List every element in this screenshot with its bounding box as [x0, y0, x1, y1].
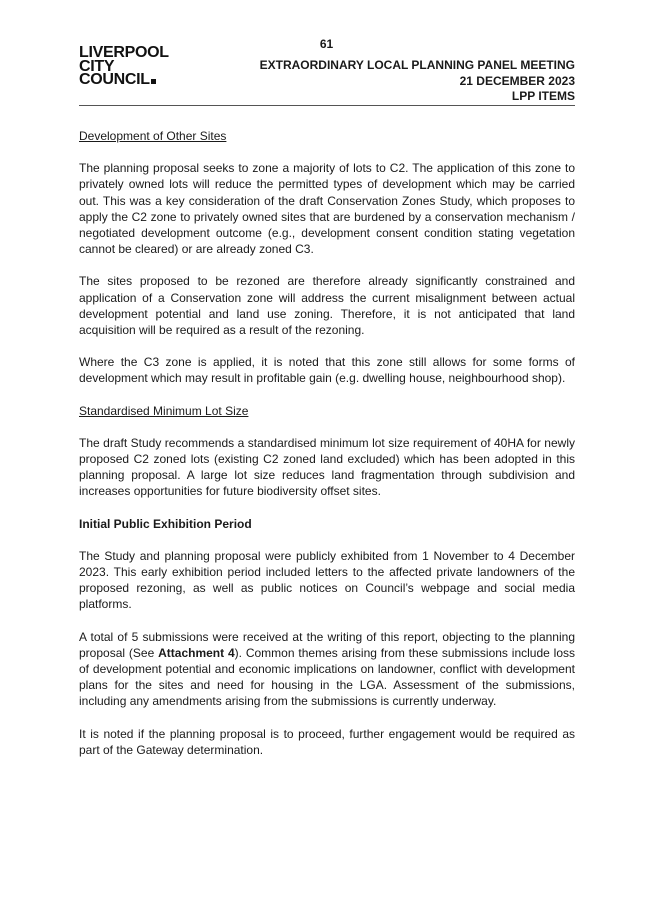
- council-logo: [79, 46, 169, 87]
- heading-lot-size: Standardised Minimum Lot Size: [79, 403, 249, 418]
- meeting-section: LPP ITEMS: [511, 89, 575, 103]
- logo-line-3: [79, 73, 169, 87]
- heading-exhibition: Initial Public Exhibition Period: [79, 516, 252, 531]
- paragraph-6-end: ). Common themes arising from these submissions include loss of development potential and economic implications on landowner, conflict with development plans for the sites and need for housing in the LGA. Assessment of the submissions, including any amendments arising from the submissions is currently underway.: [79, 645, 576, 709]
- paragraph-6: [79, 629, 575, 710]
- page-number: 61: [319, 37, 334, 51]
- attachment-reference: Attachment 4: [158, 645, 235, 660]
- meeting-date: 21 DECEMBER 2023: [459, 73, 575, 88]
- logo-line-1: LIVERPOOL: [79, 44, 169, 61]
- header-divider: [79, 105, 575, 106]
- paragraph-5: The Study and planning proposal were publicly exhibited from 1 November to 4 December 2023. This early exhibition period included letters to the affected private landowners of the proposed rezoning, as well as public notices on Council’s webpage and social media platforms.: [79, 548, 575, 612]
- paragraph-6-start: A total of 5 submissions were received at the writing of this report, objecting to the planning proposal (See: [79, 629, 575, 660]
- logo-dot-icon: [151, 79, 156, 84]
- logo-line-2: CITY: [79, 57, 115, 75]
- logo-line-3-text: COUNCIL: [79, 71, 150, 88]
- paragraph-2: The sites proposed to be rezoned are therefore already significantly constrained and application of a Conservation zone will address the current misalignment between actual development potential and land use zoning. Therefore, it is not anticipated that land acquisition will be required as a result of the rezoning.: [79, 274, 575, 338]
- meeting-title: EXTRAORDINARY LOCAL PLANNING PANEL MEETING: [259, 58, 575, 72]
- meeting-header: [260, 58, 575, 105]
- document-body: [79, 128, 575, 774]
- paragraph-7: It is noted if the planning proposal is to proceed, further engagement would be required as part of the Gateway determination.: [79, 726, 575, 757]
- heading-other-sites: Development of Other Sites: [79, 129, 227, 143]
- paragraph-1: The planning proposal seeks to zone a majority of lots to C2. The application of this zone to privately owned lots will reduce the permitted types of development which may be carried out. This was a key consideration of the draft Conservation Zones Study, which proposes to apply the C2 zone to privately owned sites that are burdened by a conservation mechanism / negotiated development outcome (e.g., development consent condition stating vegetation cannot be cleared) or are already zoned C3.: [79, 161, 575, 257]
- paragraph-4: The draft Study recommends a standardised minimum lot size requirement of 40HA for newly proposed C2 zoned lots (existing C2 zoned land excluded) which has been adopted in this planning proposal. A large lot size reduces land fragmentation through subdivision and increases opportunities for future biodiversity offset sites.: [79, 435, 575, 499]
- paragraph-3: Where the C3 zone is applied, it is noted that this zone still allows for some forms of development which may result in profitable gain (e.g. dwelling house, neighbourhood shop).: [79, 355, 575, 386]
